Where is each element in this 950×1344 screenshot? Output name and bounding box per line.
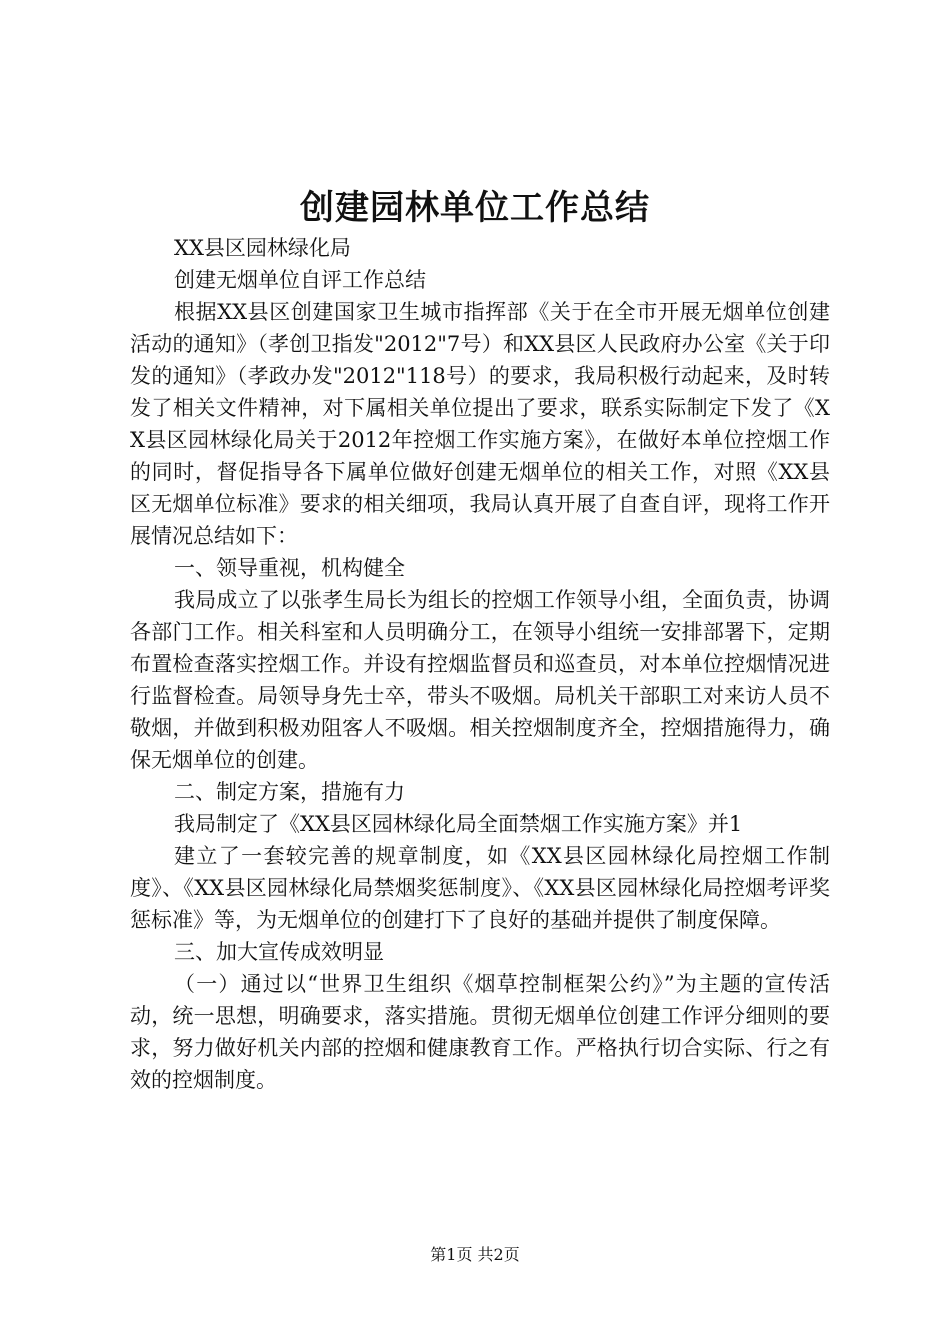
section-heading-3: 三、加大宣传成效明显 — [174, 940, 384, 964]
document-title: 创建园林单位工作总结 — [300, 188, 650, 228]
paragraph-subtitle: 创建无烟单位自评工作总结 — [174, 268, 426, 292]
paragraph-section-3: （一）通过以“世界卫生组织《烟草控制框架公约》”为主题的宣传活动，统一思想，明确要求，落实措施。贯彻无烟单位创建工作评分细则的要求，努力做好机关内部的控烟和健康教育工作。严格执行切合实际、行之有效的控烟制度。 — [130, 972, 830, 1092]
paragraph-section-2b: 建立了一套较完善的规章制度，如《XX县区园林绿化局控烟工作制度》、《XX县区园林绿化局禁烟奖惩制度》、《XX县区园林绿化局控烟考评奖惩标准》等，为无烟单位的创建打下了良好的基础并提供了制度保障。 — [130, 844, 830, 932]
paragraph-organization: XX县区园林绿化局 — [174, 236, 351, 260]
paragraph-section-1: 我局成立了以张孝生局长为组长的控烟工作领导小组，全面负责，协调各部门工作。相关科室和人员明确分工，在领导小组统一安排部署下，定期布置检查落实控烟工作。并设有控烟监督员和巡查员，对本单位控烟情况进行监督检查。局领导身先士卒，带头不吸烟。局机关干部职工对来访人员不敬烟，并做到积极劝阻客人不吸烟。相关控烟制度齐全，控烟措施得力，确保无烟单位的创建。 — [130, 588, 830, 772]
page-number-footer: 第1页 共2页 — [430, 1245, 520, 1264]
document-body — [130, 232, 830, 1096]
paragraph-section-2a: 我局制定了《XX县区园林绿化局全面禁烟工作实施方案》并1 — [174, 812, 743, 836]
section-heading-1: 一、领导重视，机构健全 — [174, 556, 405, 580]
section-heading-2: 二、制定方案，措施有力 — [174, 780, 405, 804]
paragraph-intro: 根据XX县区创建国家卫生城市指挥部《关于在全市开展无烟单位创建活动的通知》（孝创卫指发"2012"7号）和XX县区人民政府办公室《关于印发的通知》（孝政办发"2012"118号）的要求，我局积极行动起来，及时转发了相关文件精神，对下属相关单位提出了要求，联系实际制定下发了《XX县区园林绿化局关于2012年控烟工作实施方案》，在做好本单位控烟工作的同时，督促指导各下属单位做好创建无烟单位的相关工作，对照《XX县区无烟单位标准》要求的相关细项，我局认真开展了自查自评，现将工作开展情况总结如下： — [130, 300, 830, 548]
